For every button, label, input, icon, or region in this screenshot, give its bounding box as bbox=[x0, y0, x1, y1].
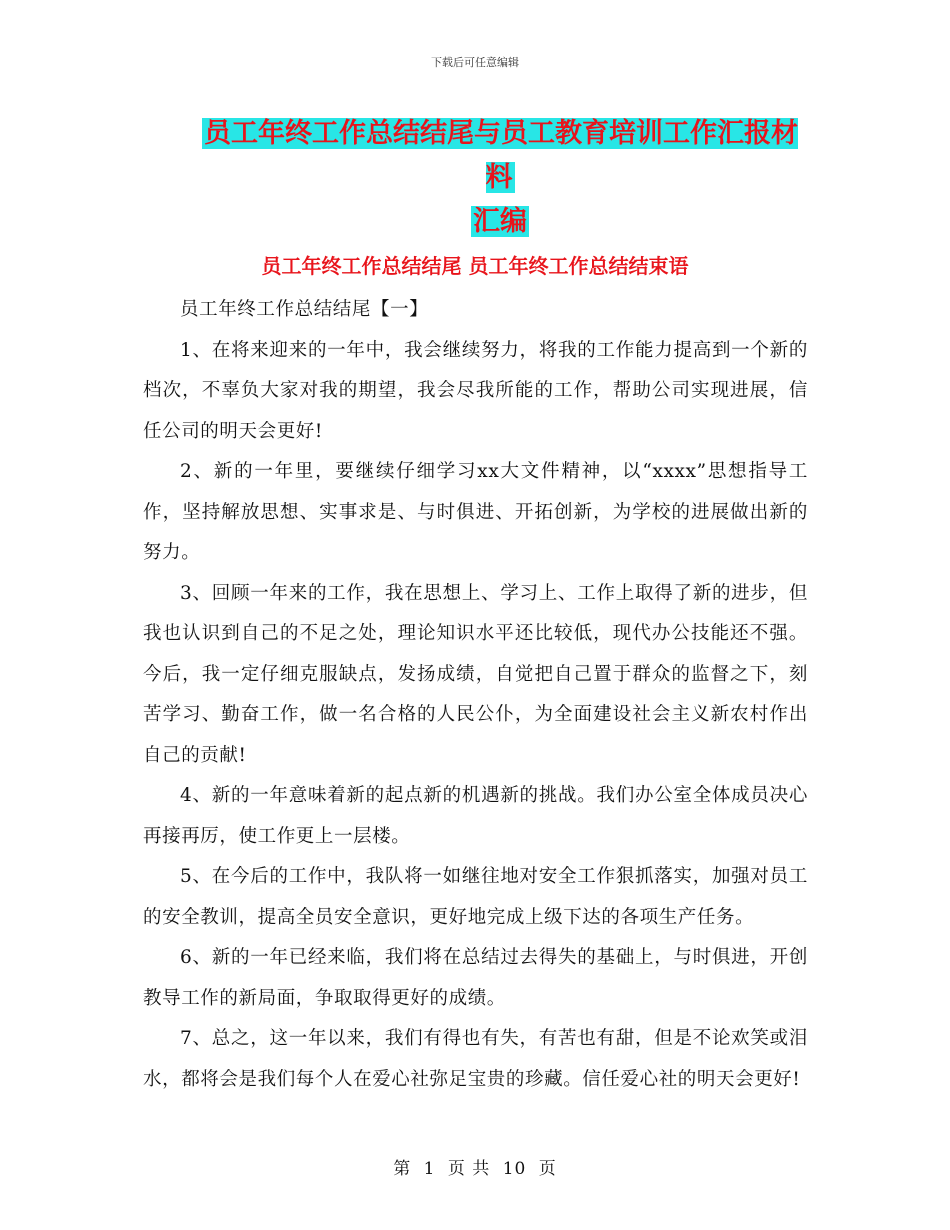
page-header-note: 下载后可任意编辑 bbox=[431, 56, 519, 69]
paragraph-7: 7、总之，这一年以来，我们有得也有失，有苦也有甜，但是不论欢笑或泪水，都将会是我们每个人在爱心社弥足宝贵的珍藏。信任爱心社的明天会更好! bbox=[143, 1028, 808, 1090]
document-title-line-1: 员工年终工作总结结尾与员工教育培训工作汇报材料 bbox=[204, 118, 798, 193]
document-body bbox=[143, 290, 808, 1100]
total-page-count: 10 bbox=[502, 1159, 527, 1179]
section-title: 员工年终工作总结结尾 员工年终工作总结结束语 bbox=[261, 254, 689, 278]
paragraph-5: 5、在今后的工作中，我队将一如继往地对安全工作狠抓落实，加强对员工的安全教训，提高全员安全意识，更好地完成上级下达的各项生产任务。 bbox=[143, 866, 808, 928]
page-footer bbox=[0, 1154, 950, 1179]
footer-middle: 页 共 bbox=[447, 1159, 491, 1179]
paragraph-4: 4、新的一年意味着新的起点新的机遇新的挑战。我们办公室全体成员决心再接再厉，使工作更上一层楼。 bbox=[143, 785, 808, 847]
footer-suffix: 页 bbox=[538, 1159, 557, 1179]
paragraph-1: 1、在将来迎来的一年中，我会继续努力，将我的工作能力提高到一个新的档次，不辜负大家对我的期望，我会尽我所能的工作，帮助公司实现进展，信任公司的明天会更好! bbox=[143, 339, 808, 442]
current-page-number: 1 bbox=[423, 1159, 436, 1179]
paragraph-6: 6、新的一年已经来临，我们将在总结过去得失的基础上，与时俱进，开创教导工作的新局面，争取取得更好的成绩。 bbox=[143, 947, 808, 1009]
paragraph-2: 2、新的一年里，要继续仔细学习xx大文件精神，以“xxxx”思想指导工作，坚持解放思想、实事求是、与时俱进、开拓创新，为学校的进展做出新的努力。 bbox=[143, 461, 808, 563]
document-title-line-2: 汇编 bbox=[473, 206, 527, 237]
section-heading: 员工年终工作总结结尾【一】 bbox=[180, 299, 429, 320]
footer-prefix: 第 bbox=[393, 1159, 412, 1179]
document-title bbox=[190, 112, 810, 244]
paragraph-3: 3、回顾一年来的工作，我在思想上、学习上、工作上取得了新的进步，但我也认识到自己的不足之处，理论知识水平还比较低，现代办公技能还不强。今后，我一定仔细克服缺点，发扬成绩，自觉把自己置于群众的监督之下，刻苦学习、勤奋工作，做一名合格的人民公仆，为全面建设社会主义新农村作出自己的贡献! bbox=[143, 582, 808, 766]
